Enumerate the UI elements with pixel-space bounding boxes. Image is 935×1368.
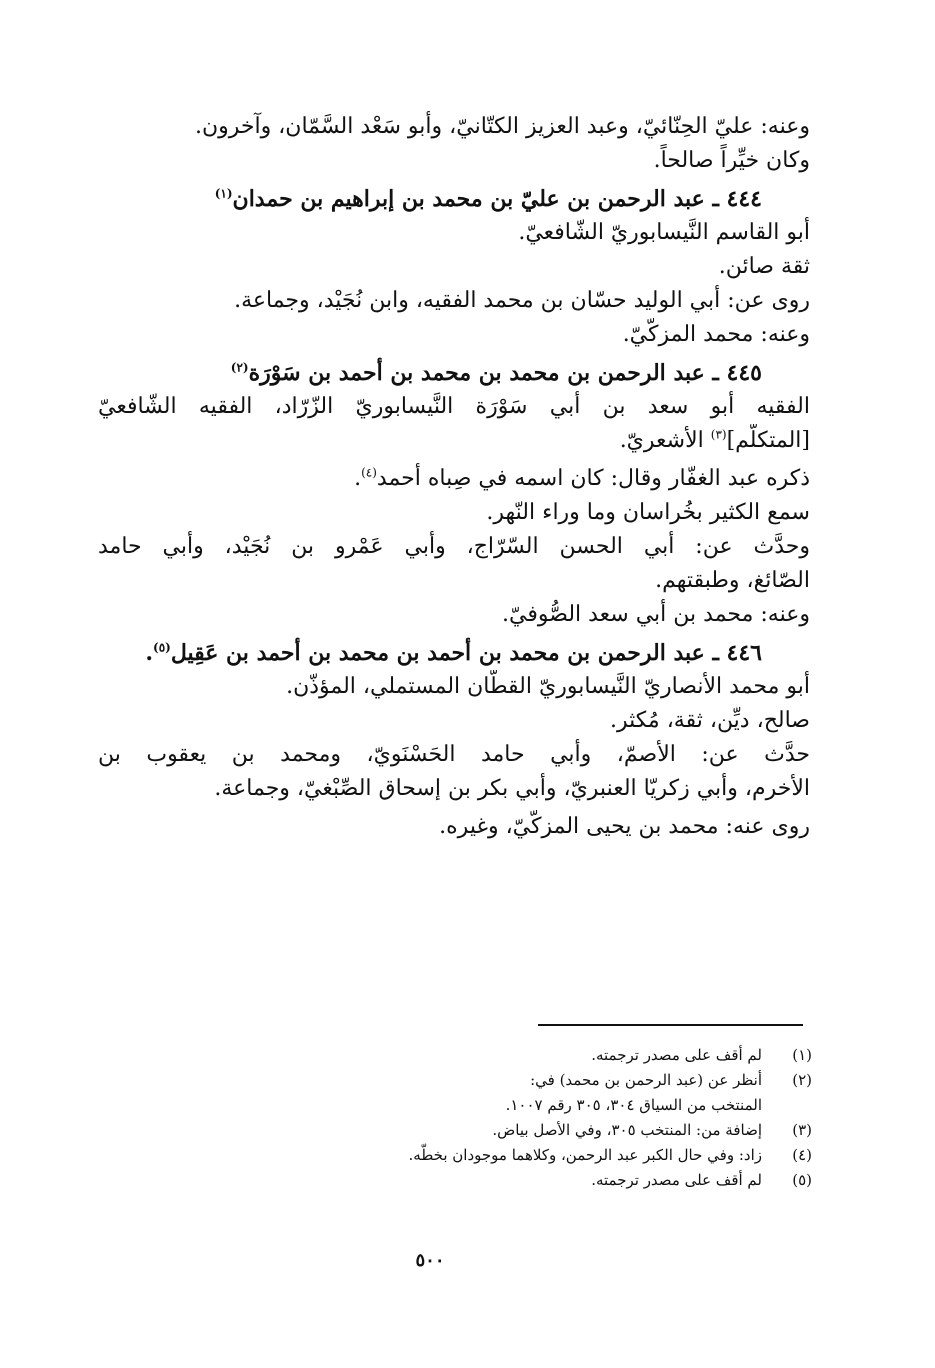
entry-heading-445 [98,356,810,390]
footnotes [300,1043,812,1193]
heading-text: ٤٤٥ ـ عبد الرحمن بن محمد بن محمد بن أحمد بن سَوْرَة [248,360,762,386]
text-line: وعنه: محمد المزكّيّ. [622,322,810,347]
footnote-ref: (٣) [710,427,727,442]
text-line: الصّائغ، وطبقتهم. [655,568,810,593]
text-line: وحدَّث عن: أبي الحسن السّرّاج، وأبي عَمْرو بن نُجَيْد، وأبي حامد [98,534,810,559]
footnote-text: زاد: وفي حال الكبر عبد الرحمن، وكلاهما موجودان بخطّه. [408,1146,762,1164]
text-line [98,462,810,496]
text-line: الأخرم، وأبي زكريّا العنبريّ، وأبي بكر بن إسحاق الصِّبْغيّ، وجماعة. [214,776,810,801]
footnote-ref: (٥) [153,640,171,655]
text-line: وكان خيِّراً صالحاً. [653,148,810,173]
footnote-number: (١) [792,1046,812,1064]
line-start: ذكره عبد الغفّار وقال: كان اسمه في صِباه أحمد [376,466,810,491]
bracket-addition: [المتكلّم] [726,428,810,453]
footnote-text: لم أقف على مصدر ترجمته. [591,1171,762,1189]
footnote-divider [538,1024,803,1026]
line-rest: . [354,466,362,491]
footnote-number: (٤) [792,1146,812,1164]
footnote-text: أنظر عن (عبد الرحمن بن محمد) في: [530,1071,762,1089]
text-line: أبو القاسم النَّيسابوريّ الشّافعيّ. [518,220,810,245]
entry-heading-444 [98,182,810,216]
footnote-ref: (٢) [230,360,249,375]
text-line: سمع الكثير بخُراسان وما وراء النّهر. [486,500,810,525]
footnote [300,1118,812,1143]
footnote-continuation: المنتخب من السياق ٣٠٤، ٣٠٥ رقم ١٠٠٧. [505,1096,762,1114]
heading-text: ٤٤٤ ـ عبد الرحمن بن عليّ بن محمد بن إبراهيم بن حمدان [232,186,762,212]
footnote-number: (٣) [792,1121,812,1139]
footnote [300,1143,812,1168]
footnote-ref: (٤) [361,465,377,480]
text-line: روى عن: أبي الوليد حسّان بن محمد الفقيه، وابن نُجَيْد، وجماعة. [234,288,810,313]
text-line: حدَّث عن: الأصمّ، وأبي حامد الحَسْنَويّ، ومحمد بن يعقوب بن [98,742,810,767]
text-line: أبو محمد الأنصاريّ النَّيسابوريّ القطّان المستملي، المؤذّن. [286,674,810,699]
footnote-ref: (١) [214,186,233,201]
main-text [98,110,810,844]
footnote [300,1068,812,1093]
line-rest: الأشعريّ. [619,428,711,453]
text-line [98,424,810,458]
footnote-text: لم أقف على مصدر ترجمته. [591,1046,762,1064]
footnote [300,1043,812,1068]
text-line: روى عنه: محمد بن يحيى المزكّيّ، وغيره. [439,814,810,839]
text-line: وعنه: محمد بن أبي سعد الصُّوفيّ. [502,602,810,627]
footnote-number: (٢) [792,1071,812,1089]
footnote-text: إضافة من: المنتخب ٣٠٥، وفي الأصل بياض. [492,1121,762,1139]
footnote [300,1168,812,1193]
entry-heading-446 [98,636,810,670]
heading-text: ٤٤٦ ـ عبد الرحمن بن محمد بن أحمد بن محمد بن أحمد بن عَقِيل [170,640,762,666]
text-line: صالح، ديِّن، ثقة، مُكثر. [610,708,810,733]
text-line: الفقيه أبو سعد بن أبي سَوْرَة النَّيسابوريّ الزّرّاد، الفقيه الشّافعيّ [98,394,810,419]
footnote-number: (٥) [792,1171,812,1189]
page-number: ٥٠٠ [415,1250,445,1271]
text-line: ثقة صائن. [718,254,810,279]
text-line: وعنه: عليّ الحِنّائيّ، وعبد العزيز الكتّانيّ، وأبو سَعْد السَّمّان، وآخرون. [194,114,810,139]
heading-end: . [145,640,153,666]
